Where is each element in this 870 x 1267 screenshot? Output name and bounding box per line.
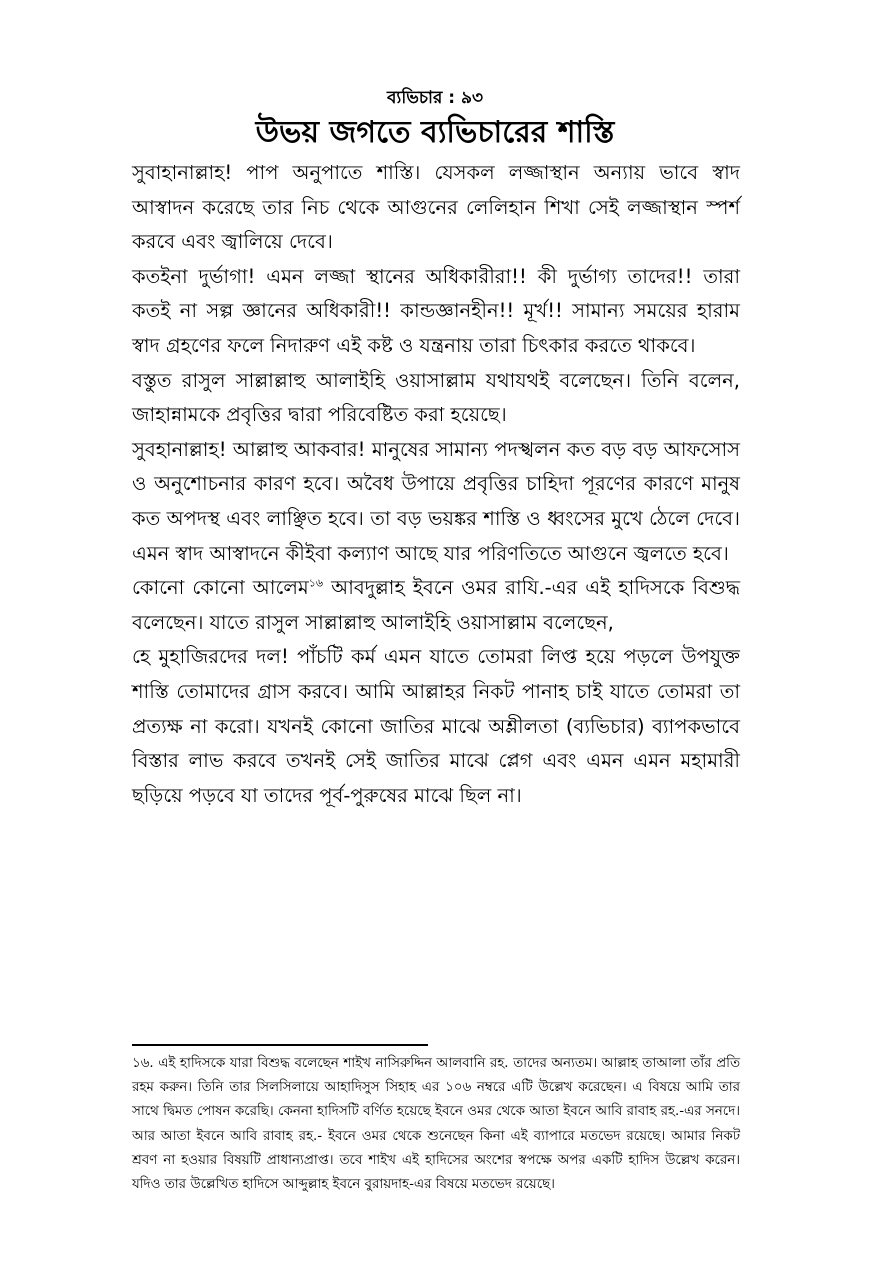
- paragraph-1: সুবাহানাল্লাহ! পাপ অনুপাতে শাস্তি। যেসকল লজ্জাস্থান অন্যায় ভাবে স্বাদ আস্বাদন করেছে তার নিচ থেকে আগুনের লেলিহান শিখা সেই লজ্জাস্থান স্পর্শ করবে এবং জ্বালিয়ে দেবে।: [132, 161, 740, 254]
- paragraph-5-end: আবদুল্লাহ ইবনে ওমর রাযি.-এর এই হাদিসকে বিশুদ্ধ বলেছেন। যাতে রাসুল সাল্লাল্লাহু আলাইহি ওয়াসাল্লাম বলেছেন,: [132, 576, 740, 634]
- footnote: [132, 1052, 740, 1197]
- paragraph-5-start: কোনো কোনো আলেম: [132, 576, 309, 600]
- main-text: [132, 156, 740, 813]
- paragraph-3: বস্তুত রাসুল সাল্লাল্লাহু আলাইহি ওয়াসাল্লাম যথাযথই বলেছেন। তিনি বলেন, জাহান্নামকে প্রবৃত্তির দ্বারা পরিবেষ্টিত করা হয়েছে।: [132, 368, 740, 427]
- footnote-text: ১৬. এই হাদিসকে যারা বিশুদ্ধ বলেছেন শাইখ নাসিরুদ্দিন আলবানি রহ. তাদের অন্যতম। আল্লাহ তাআলা তাঁর প্রতি রহম করুন। তিনি তার সিলসিলায়ে আহাদিসুস সিহাহ এর ১০৬ নম্বরে এটি উল্লেখ করেছেন। এ বিষয়ে আমি তার সাথে দ্বিমত পোষন করেছি। কেননা হাদিসটি বর্ণিত হয়েছে ইবনে ওমর থেকে আতা ইবনে আবি রাবাহ রহ.-এর সনদে। আর আতা ইবনে আবি রাবাহ রহ.- ইবনে ওমর থেকে শুনেছেন কিনা এই ব্যাপারে মতভেদ রয়েছে। আমার নিকট শ্রবণ না হওয়ার বিষয়টি প্রাধান্যপ্রাপ্ত। তবে শাইখ এই হাদিসের অংশের স্বপক্ষে অপর একটি হাদিস উল্লেখ করেন। যদিও তার উল্লেখিত হাদিসে আব্দুল্লাহ ইবনে বুরায়দাহ-এর বিষয়ে মতভেদ রয়েছে।: [132, 1056, 740, 1193]
- chapter-title: উভয় জগতে ব্যভিচারের শাস্তি: [255, 115, 615, 150]
- running-head: ব্যভিচার : ৯৩: [386, 88, 484, 108]
- paragraph-6: হে মুহাজিরদের দল! পাঁচটি কর্ম এমন যাতে তোমরা লিপ্ত হয়ে পড়লে উপযুক্ত শাস্তি তোমাদের গ্রাস করবে। আমি আল্লাহর নিকট পানাহ চাই যাতে তোমরা তা প্রত্যক্ষ না করো। যখনই কোনো জাতির মাঝে অশ্লীলতা (ব্যভিচার) ব্যাপকভাবে বিস্তার লাভ করবে তখনই সেই জাতির মাঝে প্লেগ এবং এমন এমন মহামারী ছড়িয়ে পড়বে যা তাদের পূর্ব-পুরুষের মাঝে ছিল না।: [132, 645, 740, 807]
- paragraph-5: [132, 571, 740, 640]
- paragraph-4: সুবহানাল্লাহ! আল্লাহু আকবার! মানুষের সামান্য পদস্খলন কত বড় বড় আফসোস ও অনুশোচনার কারণ হবে। অবৈধ উপায়ে প্রবৃত্তির চাহিদা পূরণের কারণে মানুষ কত অপদস্থ এবং লাঞ্ছিত হবে। তা বড় ভয়ঙ্কর শাস্তি ও ধ্বংসের মুখে ঠেলে দেবে। এমন স্বাদ আস্বাদনে কীইবা কল্যাণ আছে যার পরিণতিতে আগুনে জ্বলতে হবে।: [132, 437, 740, 565]
- footnote-reference: ১৬: [308, 576, 324, 590]
- footnote-divider: [132, 1044, 428, 1046]
- paragraph-2: কতইনা দুর্ভাগা! এমন লজ্জা স্থানের অধিকারীরা!! কী দুর্ভাগ্য তাদের!! তারা কতই না সল্প জ্ঞানের অধিকারী!! কান্ডজ্ঞানহীন!! মূর্খ!! সামান্য সময়ের হারাম স্বাদ গ্রহণের ফলে নিদারুণ এই কষ্ট ও যন্ত্রনায় তারা চিৎকার করতে থাকবে।: [132, 264, 740, 357]
